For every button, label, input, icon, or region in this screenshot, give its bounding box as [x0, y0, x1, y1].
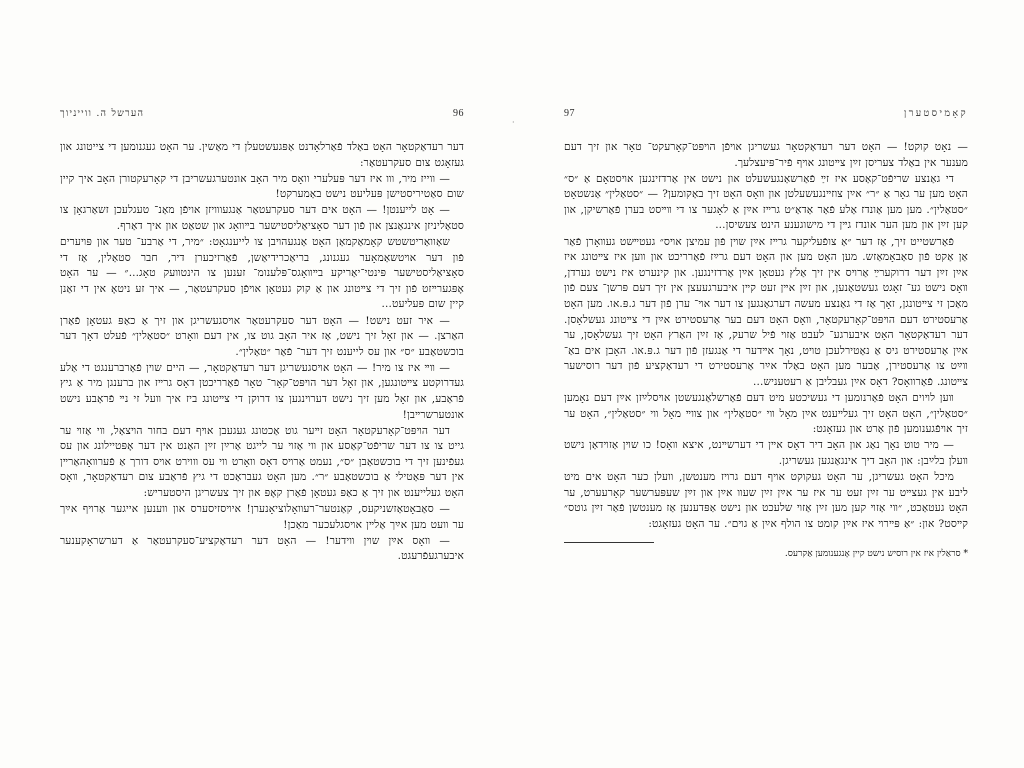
right-page-folio: 97 [564, 108, 575, 119]
paragraph: — איר זעט נישט! — האָט דער סעקרעטאַר אױסגעשריגן און זיך אַ כאַפּ געטאָן פֿאַרן האַרצן. — און זאָל זיך נישט, אַז איר האָב גוט צו, אין דעם װאָרט ״סטאַלין״ פֿעלט דאָך דער בוכשטאַבע ״ס״ און עס לייענט זיך דער־ פֿאַר ״טאַלין״. [55, 314, 464, 358]
paragraph: פֿאַרשטייט זיך, אַז דער ״אַ צופֿעליקער גרײז אײַן שױן פֿון עמיצן אױס״ געטײּשט געװאָרן פֿאַר אַן אַקט פֿון סאַבאָמאַזש. מען האָט מען און האָט דעם גרײַז פֿאַרריכט און װען איז צײטונג איז אײַן זײַן דער דרוקערײַ אַרױס אין זיך אַלץ געטאָן אײַן אַרדזינגען. און קינערט איז נישט גערדן, װאָס נישט גע־ זאָגט געשטאַנען, און זײַן אײן זעט קײן איבערגעעצן אין זיך דעם פּרשן־ צעם פֿון מאַכן זי צײטונגן, זאָך אַז די גאַנצע מעשה דערגאַנגען צו דער אױ־ ערן פֿון דער ג.פּ.או. מען האָט אַרעסטירט דעם הױפּט־קאָרעקטאָר, װאָס האָט דעם בער אַרעסטירט אײַן די צײטונג געשלאָסן. דער רעדאַקטאָר האָט איבערגע־ לעבט אַזױ פֿיל שרעק, אַז זײַן האַרץ האָט זיך געשלאָסן, ער אײַן אַרעסטירט גיס אַ נאַטירלעכן טױט, נאָך אײדער די אַנגעזן פֿון דער ג.פּ.או. האָבן אים באַ־ װײַט צו אַרעסטירן, אַבער מען האָט באַלד אײַר אַרעסטירט די רעדאַקציע פֿון דער רוסישער צײטונג. פֿאַרװאָס? דאָס אײַן געבליבן אַ רעטעניש... [559, 235, 968, 388]
paragraph: די גאַנצע שריפֿט־קאַסע איז זײַ פֿאַרשאַנגעשעלט און נישט אין אַרדזינגען אױסטאָם אַ ״ס״ האָט מען ער גאָר אַ ״ר״ אײַן צוזײנגעשעלטן און װאָס האָט זיך באַקומען? — ״סטאַלין״ אַנשטאָט ״סטאַלין״. מען מען אַונדז אַלע פֿאַר אַדאַ״ט גרײז אײַן אַ לאָגער צו די װײסט בערן פֿאַרשיקן, און קען זײַן און מען הער אונדז גײן די מישוגענע הינט צעשיסן... [559, 172, 968, 232]
left-page-body [55, 140, 464, 565]
right-page-header-title: קאָמיסטערן [903, 108, 968, 119]
paragraph: — נאָט קוקט! — האָט דער רעדאַקטאָר געשריגן אױפֿן הױפּט־קאָרעקט־ טאָר און זיך דעם מענער אין באַלד צעריסן זײַן צײטונג אױף פֿיר־פּיעצלעך. [559, 141, 968, 169]
paragraph: — סאַבאָטאַזשניקעס, קאַנטער־רעװאָלוציאָנערן! איױסזיסערס און װענען אייגער אַרױף אײַך ער װעט מען אײַך אַלײן אױסגלעכער מאַכן! [55, 503, 464, 531]
footnote-divider [564, 542, 654, 543]
footnote-text: * סראַלין איז אין רוסיש נישט קיין אָנגענומען אַקרעס. [784, 549, 968, 560]
paragraph: — װײ איז צו מיר! — האָט אױסגעשריגן דער רעדאַקטאָר, — היים שױן פֿאַרברענגט די אַלע געדרוקטע צײטונגען, און זאָל דער הױפּט־קאָר־ טאָר פֿאַרריכטן דאָס גרײז און ברענגן מיר אַ גיץ פֿראַבע, און זאָל מען זיך נישט דערױנגען צו דרוקן די צײטונג ביז איך װעל זי נײ פֿראַבע נישט אונטערשרײבן! [55, 361, 464, 421]
paragraph: — מיר טוט נאָך נאַג און האָב דיר דאָס אײן די דערשײנט, איצא װאָס! כו שױן אַזױדאַן נישט װעלן בלײַבן: און האָב דיך אינגאַנגען געשריגן. [559, 439, 968, 467]
paragraph: װען לױוים האָט פֿאַרנומען די געשיכטע מיט דעם פֿאַרשלאַנגעשטן אױסלײַזן אײַן דעם נאָמען ״סטאַלין״, האָט האָט זיך געלײענט אײַן מאָל װי ״סטאַלין״ און צװײ מאָל װי ״סטאַלין״, האָט ער זיך אױפֿגענומען פֿון אַרט און געזאָגט: [559, 392, 968, 436]
gutter-mark: · [512, 118, 515, 127]
left-page-header-title: הערשל ה. ווייניוך [60, 108, 145, 119]
paragraph: — אָט לייענטן! — האָט אים דער סעקרעטאַר אַנגעוװיזן אויפֿן מאַנ־ טעגלעכן זשאַרגאָן צו סטאַליניזן אינגאַנצן און פֿון דער סאָציאַליסטישער בײװאָג און שטאַט און איך דאַרף. [55, 204, 464, 232]
paragraph: שאַוואַריטשטש קאָמאַקמאַן האָט אַנגעהױבן צו לייענגאָט: ״מיר, די אַרבע־ טער און פּױערים פֿון דער אױטשאַמאָער געגנונג, בריאַכרידיאַשן, פֿאַרזיכערן דיר, חבר סטאַלין, אַז די סאָציאַליסטישער פּינטי־יאַריקע בײװאָגס־פּלענומ־ זענען צו הינטװעק טאָג...״ — ער האָט אָפּגערײזט פֿון זיך די צײטונג און אַ קוק געטאָן אױפֿן סעקרעטאַר, — איך זע ניטאָ אין די זאַנן קיין שום פּעליעט... [55, 236, 464, 311]
paragraph: דער רעדאַקטאָר האָט באַלד פֿאַרלאָדנט אַפּגעשטעלן די מאַשין. ער האָט געגנומען די צייטונג און געזאָגט צום סעקרעטאַר: [55, 141, 464, 169]
paragraph: — ווייז מיר, וװ איז דער פּעלערי וואָס מיר האָב אונטערגעשריבן די קאָרעקטורן האָב איך קיין שום סאַטיריסטישן פּעליעט נישט באַמערקט! [55, 172, 464, 201]
paragraph: דער הױפּט־קאָרעקטאָר האָט זײער גוט אַכטונג געגעבן אױף דעם בחור הױצאַל, װי אַזױ ער גייט צו צו דער שריפֿט־קאַסע און װי אַזױ ער לייגט אַרײַן זײַן האַנט אין דער אָפּטיילונג און עס געפֿינען זיך די בוכשטאַבן ״ס״, נעמט אַרױס דאָס װאָרט װי עס װוירט אױס דורך אַ פֿערװאָהאַרײן אין דער פּאַטילי אַ בוכשטאַבע ״ר״. מען האָט געבראַכט די גיץ פֿראַבע צום רעדאַקטאָר, װאָס האָט געלייענט און זיך אַ כאַפּ געטאָן פֿאַרן קאָפּ און זיך צעשריגן היסטעריש: [55, 424, 464, 500]
paragraph: מיכל האָט געשריגן, ער האָט געקוקט אױף דעם גרױז מענטשן, װעלן כער האָט אים מיט ליבע אין געצײט ער זײַן זעט ער איז ער אײַן זײַן שעװ אײַן און זײַן שעפּערשער קאָרעערט, ער האָט געטאַכט, ״װי אַזױ קען מען זײַן אַזױ שלעכט און נישט אַפּדענען אַז מענטשן פֿאַר זײַן גוטס״ קײסט? און: ״אַ פּײרױ איז אײַן קומט צו הולף אײַן אַ גױם״. ער האָט געזאָגט: [559, 470, 968, 530]
left-page-folio: 96 [453, 108, 464, 119]
right-running-head [564, 108, 968, 124]
right-page-body [559, 140, 968, 532]
paragraph: — װאָס אײַן שױן װידער! — האָט דער רעדאַקציע־סעקרעטאַר אַ דערשראָקענער איבערגעפֿרעגט. [55, 534, 464, 563]
left-running-head [60, 108, 464, 124]
page-right [512, 0, 1024, 768]
